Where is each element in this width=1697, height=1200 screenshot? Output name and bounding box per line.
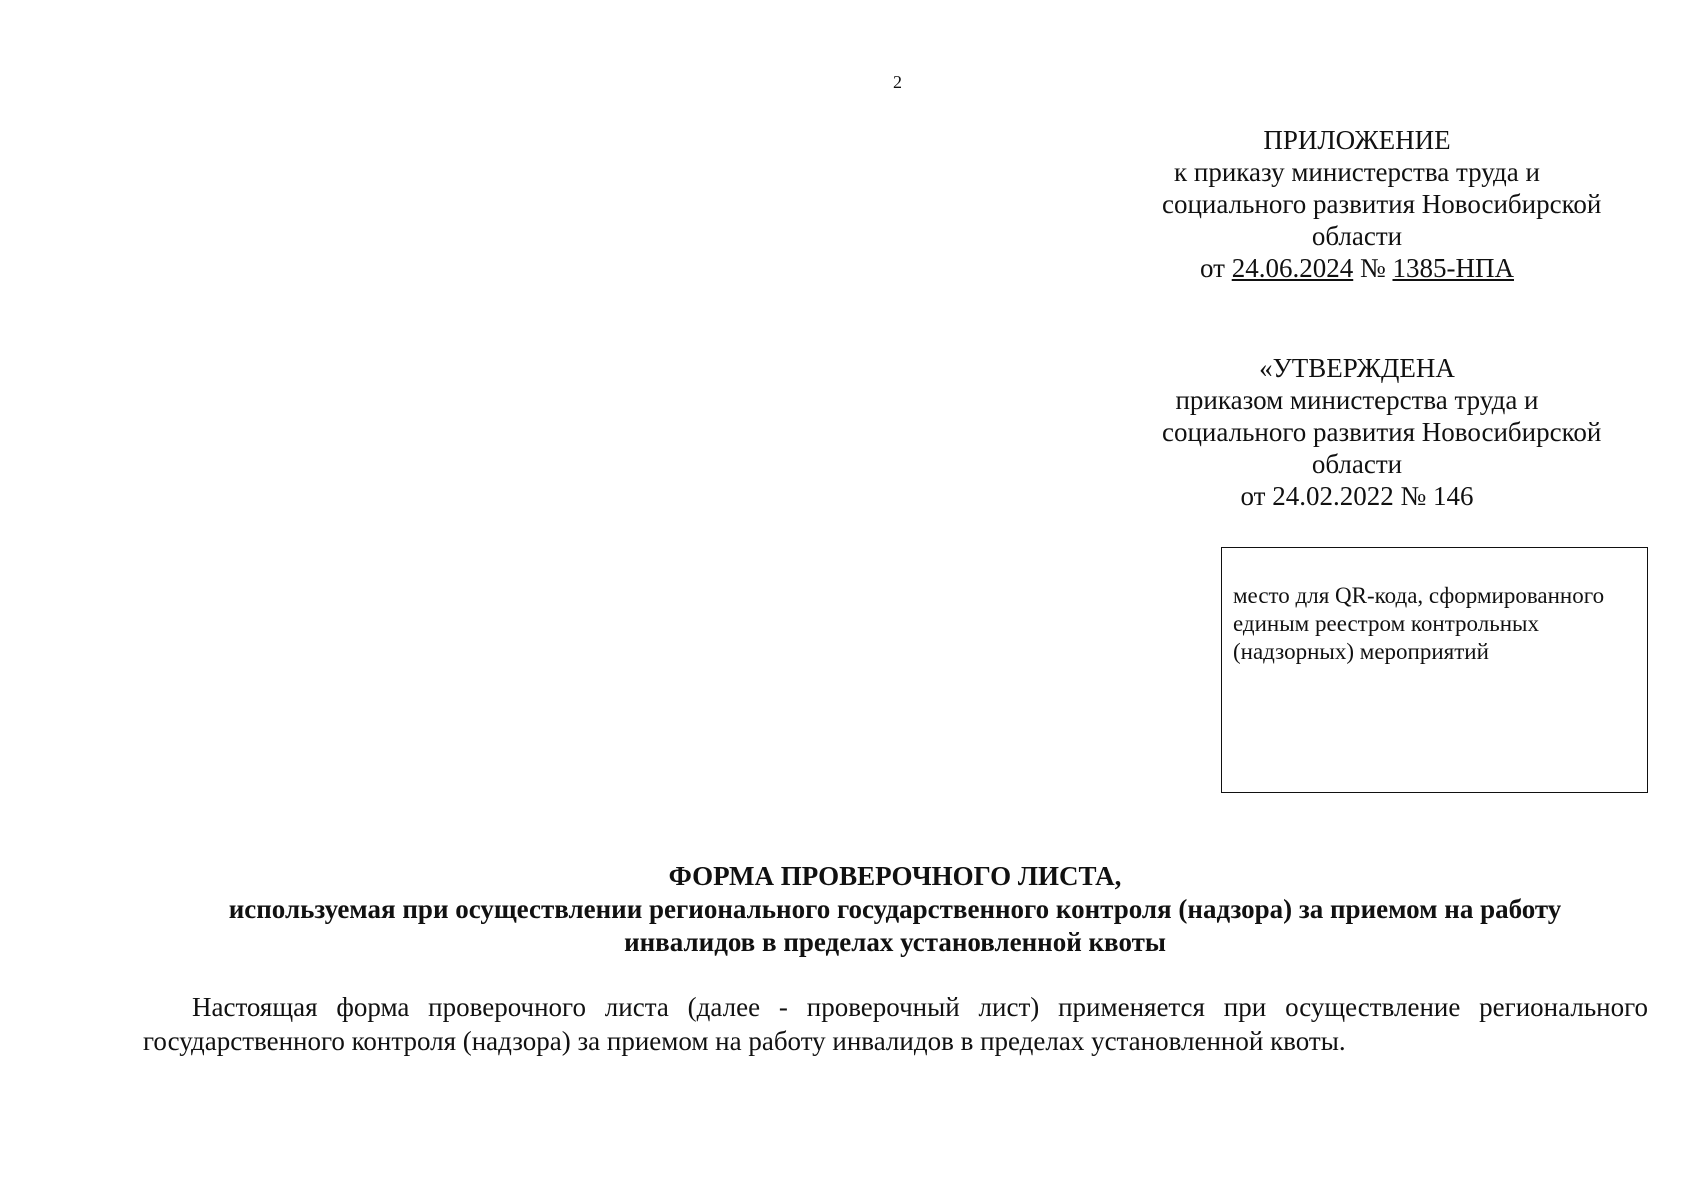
appendix-line-3: области xyxy=(1311,221,1403,251)
qr-placeholder-line-2: единым реестром контрольных xyxy=(1233,611,1539,636)
approved-line-3: области xyxy=(1311,449,1403,479)
appendix-date: 24.06.2024 xyxy=(1231,253,1354,283)
appendix-date-line xyxy=(1162,252,1552,284)
appendix-line-2: социального развития Новосибирской xyxy=(1162,189,1602,219)
qr-code-placeholder xyxy=(1221,547,1648,793)
intro-paragraph xyxy=(143,990,1648,1058)
appendix-number-sign: № xyxy=(1359,253,1386,283)
form-title-line-3: инвалидов в пределах установленной квоты xyxy=(624,927,1166,957)
qr-placeholder-line-3: (надзорных) мероприятий xyxy=(1233,639,1489,664)
intro-line-2: государственного контроля (надзора) за приемом на работу инвалидов в пределах установленной квоты. xyxy=(143,1026,1346,1056)
appendix-date-prefix: от xyxy=(1200,253,1225,283)
appendix-number: 1385-НПА xyxy=(1392,253,1514,283)
intro-line-1: Настоящая форма проверочного листа (далее - проверочный лист) применяется при осуществление регионального xyxy=(192,992,1648,1022)
approved-title: «УТВЕРЖДЕНА xyxy=(1259,353,1455,383)
appendix-block xyxy=(1162,124,1602,284)
appendix-title: ПРИЛОЖЕНИЕ xyxy=(1263,125,1451,155)
form-title xyxy=(140,860,1650,959)
page-number: 2 xyxy=(893,72,902,92)
approved-line-1: приказом министерства труда и xyxy=(1175,385,1539,415)
approved-line-2: социального развития Новосибирской xyxy=(1162,417,1602,447)
form-title-line-2: используемая при осуществлении регионального государственного контроля (надзора) за приемом на работу xyxy=(228,894,1562,924)
appendix-line-1: к приказу министерства труда и xyxy=(1174,157,1540,187)
approved-date-line: от 24.02.2022 № 146 xyxy=(1240,481,1474,511)
approved-block xyxy=(1162,352,1602,512)
qr-placeholder-line-1: место для QR-кода, сформированного xyxy=(1233,583,1605,608)
form-title-line-1: ФОРМА ПРОВЕРОЧНОГО ЛИСТА, xyxy=(668,861,1122,891)
